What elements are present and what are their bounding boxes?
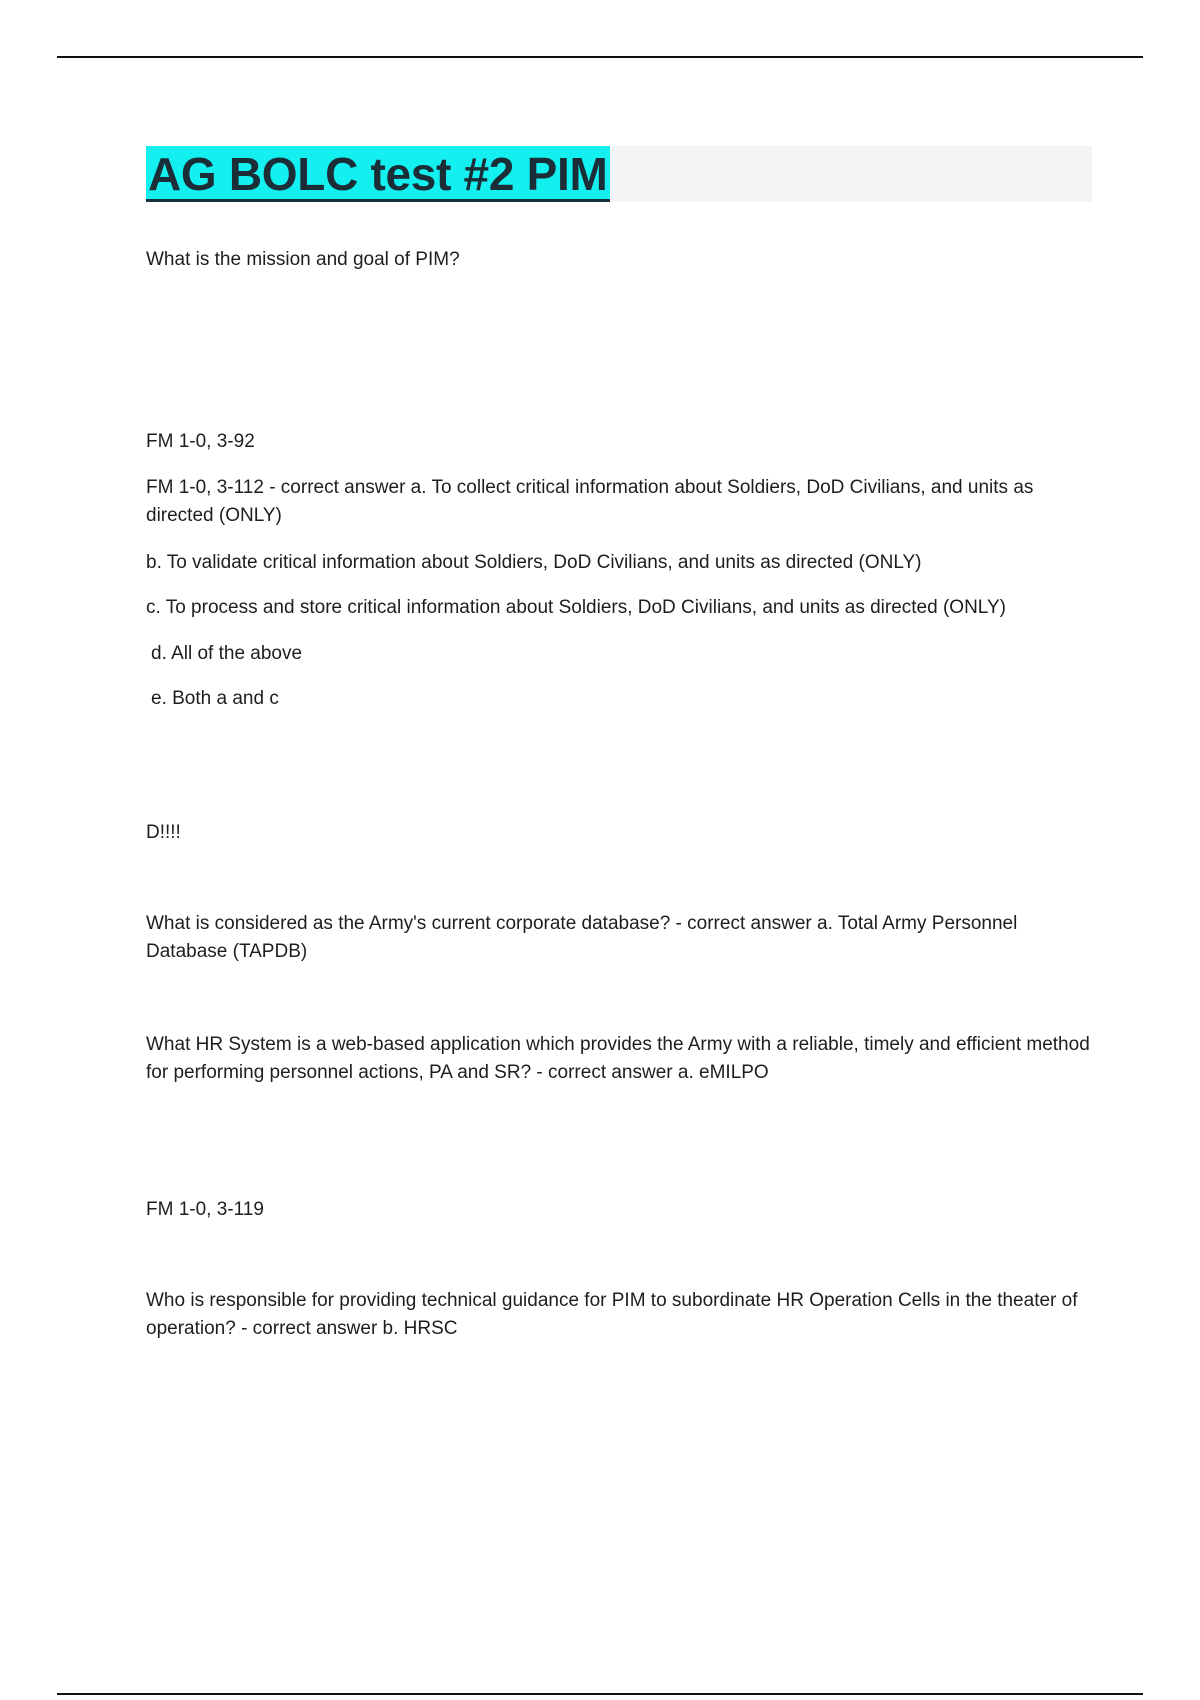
- answer-highlight: D!!!!: [146, 822, 181, 843]
- question-corporate-database: What is considered as the Army's current corporate database? - correct answer a. Total Army Personnel Database (TAPDB): [146, 913, 1018, 962]
- footer-rule: [57, 1693, 1143, 1695]
- question-technical-guidance: Who is responsible for providing technical guidance for PIM to subordinate HR Operation Cells in the theater of operation? - correct answer b. HRSC: [146, 1290, 1078, 1339]
- question-mission-goal: What is the mission and goal of PIM?: [146, 249, 460, 270]
- answer-option-e: e. Both a and c: [151, 688, 279, 709]
- question-hr-system: What HR System is a web-based application which provides the Army with a reliable, timely and efficient method for performing personnel actions, PA and SR? - correct answer a. eMILPO: [146, 1034, 1090, 1083]
- document-title: AG BOLC test #2 PIM: [148, 148, 608, 200]
- answer-option-d: d. All of the above: [151, 643, 303, 664]
- header-rule: [57, 56, 1143, 58]
- answer-option-b: b. To validate critical information about Soldiers, DoD Civilians, and units as directed (ONLY): [146, 552, 922, 573]
- answer-option-c: c. To process and store critical information about Soldiers, DoD Civilians, and units as directed (ONLY): [146, 597, 1006, 618]
- reference-fm-3-119: FM 1-0, 3-119: [146, 1199, 264, 1220]
- reference-fm-3-92: FM 1-0, 3-92: [146, 431, 255, 452]
- answer-option-a: FM 1-0, 3-112 - correct answer a. To collect critical information about Soldiers, DoD Civilians, and units as directed (ONLY): [146, 477, 1034, 526]
